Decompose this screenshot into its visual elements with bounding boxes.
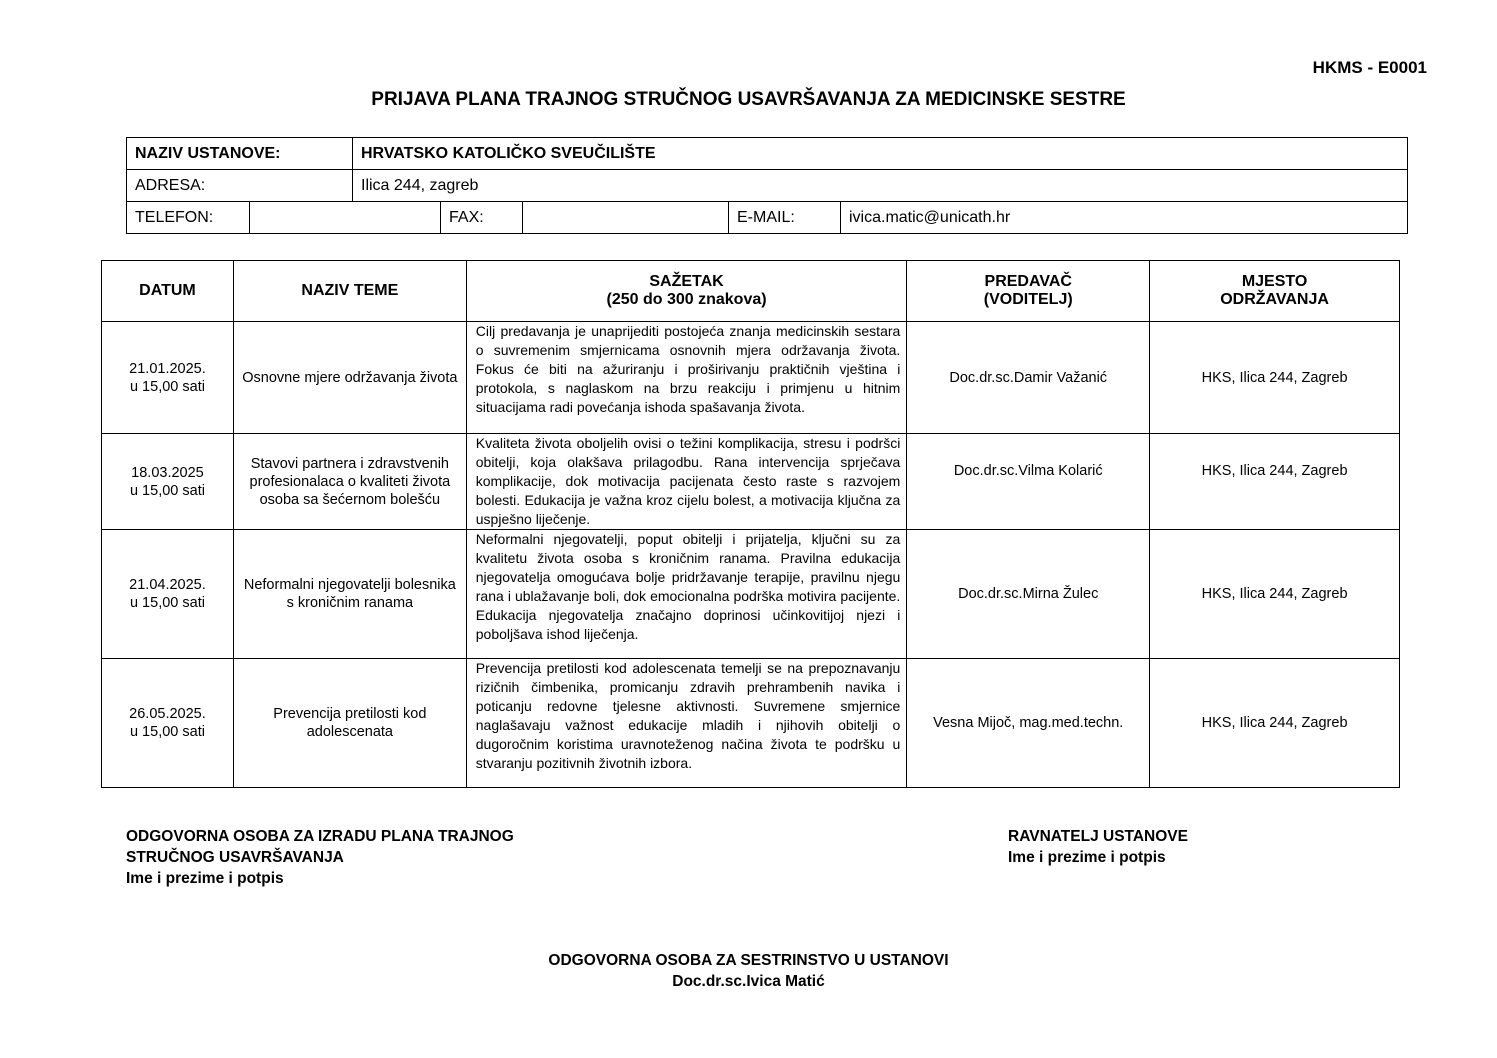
institution-name-value: HRVATSKO KATOLIČKO SVEUČILIŠTE bbox=[353, 138, 1408, 170]
row-summary: Prevencija pretilosti kod adolescenata temelji se na prepoznavanju rizičnih čimbenika, promicanju zdravih prehrambenih navika i poticanju redovne tjelesne aktivnosti. Suvremene smjernice naglašavaju važnost edukacije mladih i njihovih obitelji o dugoročnim koristima uravnoteženog načina života te podršku u stvaranju pozitivnih životnih izbora. bbox=[466, 659, 907, 788]
row-topic: Stavovi partnera i zdravstvenih profesionalaca o kvaliteti života osoba sa šećernom bolešću bbox=[233, 434, 466, 530]
institution-address-row bbox=[127, 170, 1408, 202]
education-plan-table bbox=[101, 260, 1400, 788]
email-value: ivica.matic@unicath.hr bbox=[841, 202, 1408, 234]
row-date: 21.04.2025. u 15,00 sati bbox=[102, 530, 234, 659]
nursing-lead-signature-block bbox=[0, 950, 1497, 992]
header-place: MJESTO ODRŽAVANJA bbox=[1150, 261, 1400, 322]
phone-label: TELEFON: bbox=[127, 202, 250, 234]
row-place: HKS, Ilica 244, Zagreb bbox=[1150, 659, 1400, 788]
fax-label: FAX: bbox=[441, 202, 523, 234]
signature-title: ODGOVORNA OSOBA ZA IZRADU PLANA TRAJNOG bbox=[126, 828, 514, 845]
signature-caption: Ime i prezime i potpis bbox=[1008, 849, 1166, 866]
address-value: Ilica 244, zagreb bbox=[353, 170, 1408, 202]
header-lecturer: PREDAVAČ (VODITELJ) bbox=[907, 261, 1150, 322]
table-row bbox=[102, 530, 1400, 659]
header-topic: NAZIV TEME bbox=[233, 261, 466, 322]
row-summary: Kvaliteta života oboljelih ovisi o težini komplikacija, stresu i podršci obitelji, koja olakšava prilagodbu. Rana intervencija sprječava komplikacije, dok motivacija pacijenata često raste s razvojem bolesti. Edukacija je važna kroz cijelu bolest, a motivacija ključna za uspješno liječenje. bbox=[466, 434, 907, 530]
row-summary: Cilj predavanja je unaprijediti postojeća znanja medicinskih sestara o suvremenim smjernicama osnovnih mjera održavanja života. Fokus će biti na ažuriranju i proširivanju praktičnih vještina i protokola, s naglaskom na brzu reakciju i primjenu u hitnim situacijama radi povećanja ishoda spašavanja života. bbox=[466, 322, 907, 434]
row-lecturer: Doc.dr.sc.Damir Važanić bbox=[907, 322, 1150, 434]
header-summary: SAŽETAK (250 do 300 znakova) bbox=[466, 261, 907, 322]
plan-header-row bbox=[102, 261, 1400, 322]
signature-title: RAVNATELJ USTANOVE bbox=[1008, 828, 1188, 845]
institution-name-label: NAZIV USTANOVE: bbox=[127, 138, 353, 170]
row-topic: Prevencija pretilosti kod adolescenata bbox=[233, 659, 466, 788]
form-code: HKMS - E0001 bbox=[1312, 58, 1427, 77]
row-date: 21.01.2025. u 15,00 sati bbox=[102, 322, 234, 434]
row-lecturer: Vesna Mijoč, mag.med.techn. bbox=[907, 659, 1150, 788]
signature-title: ODGOVORNA OSOBA ZA SESTRINSTVO U USTANOVI bbox=[548, 952, 949, 969]
table-row bbox=[102, 434, 1400, 530]
table-row bbox=[102, 322, 1400, 434]
row-topic: Neformalni njegovatelji bolesnika s kroničnim ranama bbox=[233, 530, 466, 659]
row-place: HKS, Ilica 244, Zagreb bbox=[1150, 530, 1400, 659]
table-row bbox=[102, 659, 1400, 788]
row-place: HKS, Ilica 244, Zagreb bbox=[1150, 434, 1400, 530]
row-topic: Osnovne mjere održavanja života bbox=[233, 322, 466, 434]
institution-info-table bbox=[126, 137, 1408, 234]
phone-value bbox=[250, 202, 441, 234]
header-date: DATUM bbox=[102, 261, 234, 322]
signature-name: Doc.dr.sc.Ivica Matić bbox=[672, 973, 825, 990]
director-signature-block bbox=[1008, 826, 1188, 868]
row-lecturer: Doc.dr.sc.Mirna Žulec bbox=[907, 530, 1150, 659]
signature-caption: Ime i prezime i potpis bbox=[126, 870, 284, 887]
row-date: 18.03.2025 u 15,00 sati bbox=[102, 434, 234, 530]
signature-title: STRUČNOG USAVRŠAVANJA bbox=[126, 849, 344, 866]
row-place: HKS, Ilica 244, Zagreb bbox=[1150, 322, 1400, 434]
row-date: 26.05.2025. u 15,00 sati bbox=[102, 659, 234, 788]
row-lecturer: Doc.dr.sc.Vilma Kolarić bbox=[907, 434, 1150, 530]
email-label: E-MAIL: bbox=[729, 202, 841, 234]
institution-name-row bbox=[127, 138, 1408, 170]
plan-author-signature-block bbox=[126, 826, 514, 889]
address-label: ADRESA: bbox=[127, 170, 353, 202]
page-title: PRIJAVA PLANA TRAJNOG STRUČNOG USAVRŠAVANJA ZA MEDICINSKE SESTRE bbox=[371, 89, 1126, 110]
fax-value bbox=[523, 202, 729, 234]
row-summary: Neformalni njegovatelji, poput obitelji i prijatelja, ključni su za kvalitetu života osoba s kroničnim ranama. Pravilna edukacija njegovatelja omogućava bolje pridržavanje terapije, pravilnu njegu rana i ublažavanje boli, dok emocionalna podrška motivira pacijente. Edukacija njegovatelja značajno doprinosi učinkovitijoj njezi i poboljšava ishod liječenja. bbox=[466, 530, 907, 659]
institution-contact-row bbox=[127, 202, 1408, 234]
